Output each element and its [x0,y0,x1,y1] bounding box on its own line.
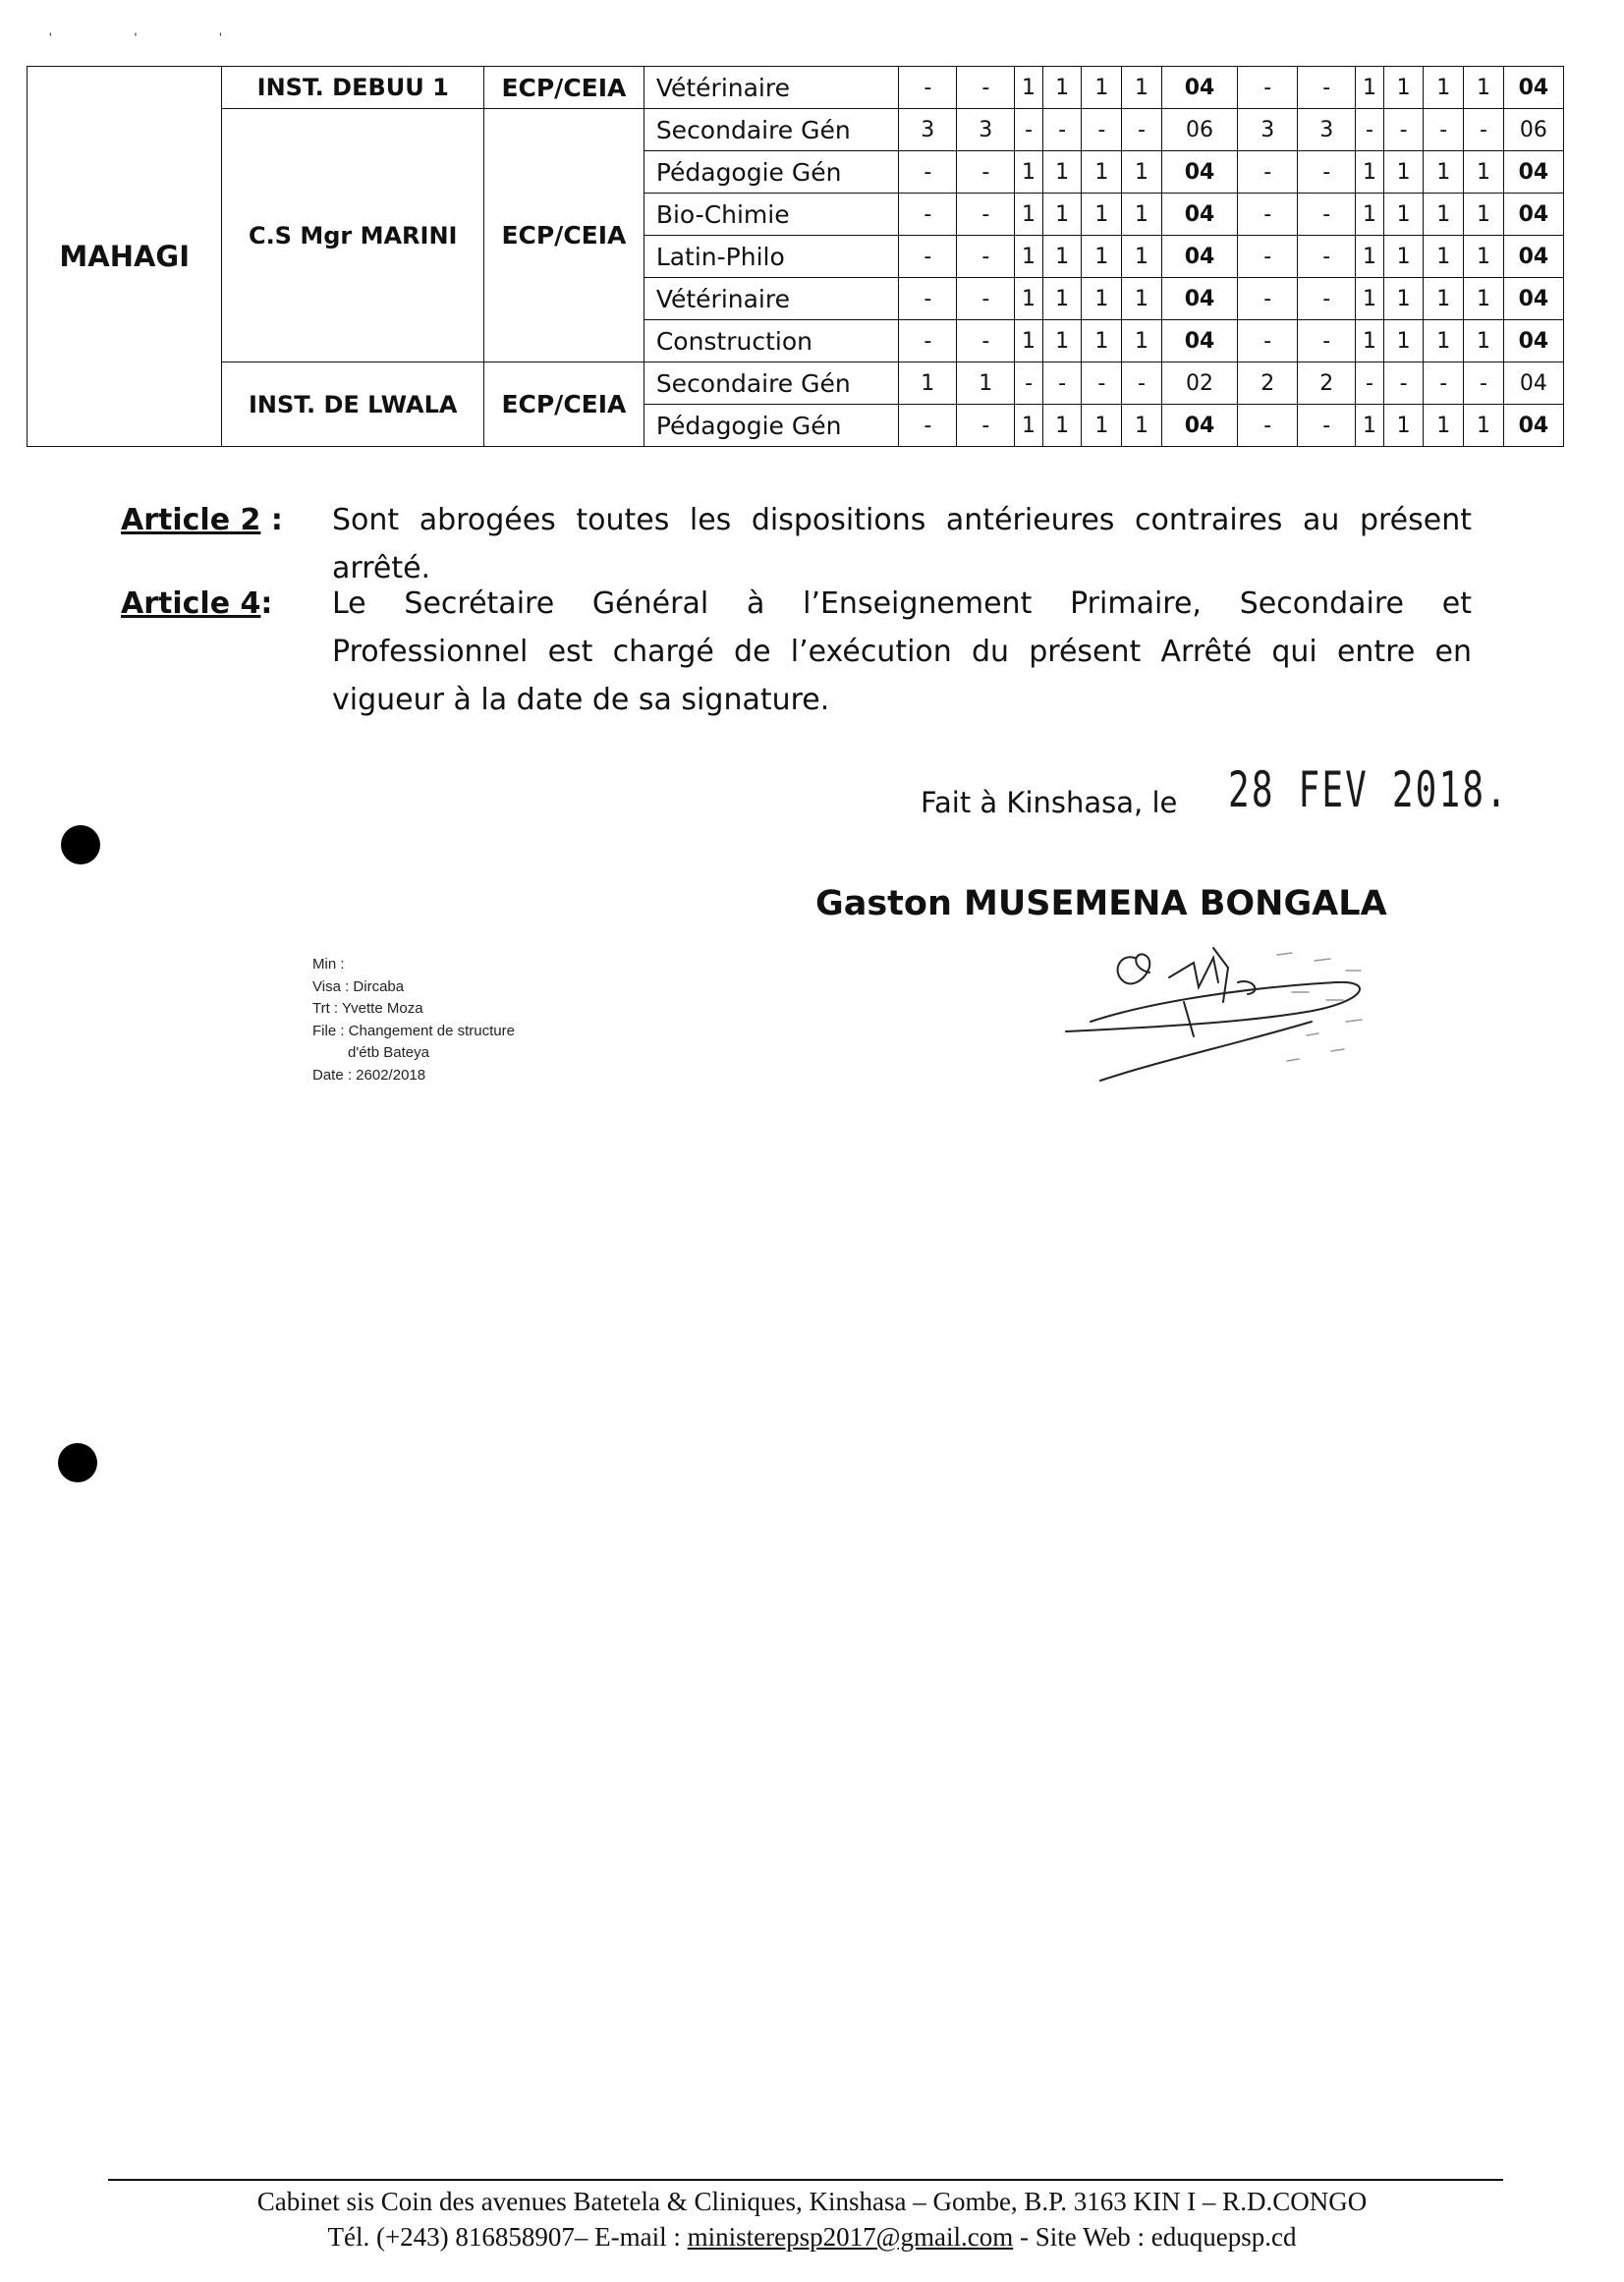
count-cell: 1 [1464,405,1504,447]
count-cell: - [1015,362,1042,405]
count-cell: 1 [1383,151,1424,194]
ecole-cell: INST. DEBUU 1 [222,67,484,109]
structure-table [27,66,1564,447]
count-cell: 1 [1424,236,1464,278]
option-cell: Secondaire Gén [644,362,898,405]
count-cell: 3 [899,109,957,151]
count-cell: 1 [1356,236,1383,278]
count-cell: - [1238,236,1298,278]
option-cell: Latin-Philo [644,236,898,278]
count-cell: 1 [1122,320,1162,362]
article-4 [121,580,1477,737]
count-cell: - [1298,278,1356,320]
count-cell: - [1464,362,1504,405]
count-cell: - [899,320,957,362]
count-cell: 1 [957,362,1015,405]
count-cell: 1 [1015,278,1042,320]
count-cell: 1 [1042,151,1082,194]
count-cell: - [1238,67,1298,109]
total-cell: 04 [1503,405,1563,447]
count-cell: 1 [1082,236,1122,278]
count-cell: 2 [1238,362,1298,405]
table-body [28,67,1564,447]
count-cell: 1 [1356,151,1383,194]
count-cell: 1 [1464,320,1504,362]
scan-tick-marks: ' ' ' [49,29,261,45]
count-cell: 1 [1383,278,1424,320]
count-cell: - [899,194,957,236]
count-cell: 1 [1464,236,1504,278]
table-row [28,109,1564,151]
count-cell: 1 [1042,278,1082,320]
count-cell: 1 [1082,194,1122,236]
count-cell: 1 [1356,194,1383,236]
count-cell: - [957,67,1015,109]
total-cell: 04 [1161,320,1237,362]
count-cell: 1 [1356,320,1383,362]
count-cell: 1 [1464,151,1504,194]
count-cell: - [1122,362,1162,405]
count-cell: - [1082,109,1122,151]
article-2-text: Sont abrogées toutes les dispositions antérieures contraires au présent arrêté. [332,503,1472,585]
count-cell: - [1238,151,1298,194]
count-cell: 1 [1424,194,1464,236]
count-cell: 1 [1042,194,1082,236]
ecole-cell: INST. DE LWALA [222,362,484,447]
count-cell: 1 [1122,194,1162,236]
date-stamp: 28 FEV 2018. [1228,761,1510,818]
ville-cell: MAHAGI [28,67,222,447]
option-cell: Secondaire Gén [644,109,898,151]
count-cell: 1 [1383,236,1424,278]
count-cell: - [957,194,1015,236]
count-cell: 1 [1424,151,1464,194]
count-cell: 1 [1015,405,1042,447]
count-cell: 1 [1356,405,1383,447]
place-date-label: Fait à Kinshasa, le [921,786,1178,819]
count-cell: 1 [1015,67,1042,109]
minute-line: Min : [312,956,345,973]
count-cell: - [957,151,1015,194]
option-cell: Bio-Chimie [644,194,898,236]
total-cell: 04 [1161,236,1237,278]
regime-cell: ECP/CEIA [484,362,644,447]
count-cell: 1 [1424,67,1464,109]
count-cell: - [1298,194,1356,236]
count-cell: 1 [1082,278,1122,320]
count-cell: - [899,278,957,320]
count-cell: 1 [1383,320,1424,362]
option-cell: Construction [644,320,898,362]
total-cell: 06 [1161,109,1237,151]
count-cell: 3 [1298,109,1356,151]
count-cell: 1 [1082,405,1122,447]
ecole-cell: C.S Mgr MARINI [222,109,484,362]
total-cell: 04 [1503,151,1563,194]
count-cell: - [1298,67,1356,109]
count-cell: 1 [1122,405,1162,447]
count-cell: 1 [1122,67,1162,109]
regime-cell: ECP/CEIA [484,67,644,109]
count-cell: 1 [1042,236,1082,278]
count-cell: - [1298,236,1356,278]
count-cell: - [1298,320,1356,362]
signer-name: Gaston MUSEMENA BONGALA [815,884,1387,923]
total-cell: 04 [1503,194,1563,236]
count-cell: 1 [1356,278,1383,320]
total-cell: 04 [1503,236,1563,278]
count-cell: 1 [1424,320,1464,362]
count-cell: - [899,236,957,278]
count-cell: - [1042,109,1082,151]
footer-email-link[interactable]: ministerepsp2017@gmail.com [687,2222,1014,2252]
count-cell: 1 [1082,151,1122,194]
footer-divider [108,2179,1503,2181]
count-cell: - [1122,109,1162,151]
count-cell: - [1464,109,1504,151]
count-cell: 1 [1015,320,1042,362]
count-cell: 1 [1122,151,1162,194]
count-cell: - [1383,362,1424,405]
handwritten-signature [1051,933,1444,1100]
count-cell: - [957,236,1015,278]
count-cell: 1 [1042,405,1082,447]
count-cell: 1 [1015,194,1042,236]
count-cell: - [1424,362,1464,405]
count-cell: - [1238,405,1298,447]
count-cell: - [1238,194,1298,236]
count-cell: 1 [1042,320,1082,362]
count-cell: 1 [1015,236,1042,278]
count-cell: 1 [1356,67,1383,109]
count-cell: 1 [1082,67,1122,109]
table-row [28,362,1564,405]
total-cell: 04 [1161,405,1237,447]
count-cell: - [899,67,957,109]
article-4-text: Le Secrétaire Général à l’Enseignement Primaire, Secondaire et Professionnel est chargé de l’exécution du présent Arrêté qui entre en vigueur à la date de sa signature. [332,586,1472,717]
total-cell: 04 [1161,67,1237,109]
punch-hole [61,825,100,864]
count-cell: - [1356,109,1383,151]
count-cell: 1 [1015,151,1042,194]
option-cell: Vétérinaire [644,278,898,320]
count-cell: - [1042,362,1082,405]
total-cell: 02 [1161,362,1237,405]
minute-line: Date : 2602/2018 [312,1066,426,1084]
punch-hole [58,1443,97,1482]
count-cell: - [1082,362,1122,405]
count-cell: 1 [899,362,957,405]
article-2 [121,496,1477,585]
count-cell: - [1424,109,1464,151]
total-cell: 04 [1161,151,1237,194]
count-cell: - [1298,151,1356,194]
count-cell: 1 [1464,194,1504,236]
count-cell: 1 [1383,194,1424,236]
count-cell: - [899,151,957,194]
count-cell: - [1238,278,1298,320]
footer-contact: Tél. (+243) 816858907– E-mail : ministerepsp2017@gmail.com - Site Web : eduquepsp.cd [327,2222,1297,2252]
article-2-label: Article 2 : [121,503,283,537]
footer-address: Cabinet sis Coin des avenues Batetela & Cliniques, Kinshasa – Gombe, B.P. 3163 KIN I – R.D.CONGO [256,2187,1368,2216]
count-cell: 1 [1082,320,1122,362]
option-cell: Pédagogie Gén [644,151,898,194]
count-cell: 1 [1122,278,1162,320]
count-cell: 1 [1383,405,1424,447]
minute-line: Trt : Yvette Moza [312,1000,423,1017]
count-cell: - [957,320,1015,362]
count-cell: - [1356,362,1383,405]
minute-line: File : Changement de structure [312,1022,515,1039]
count-cell: - [1298,405,1356,447]
count-cell: 1 [1424,405,1464,447]
count-cell: 1 [1464,278,1504,320]
article-4-label: Article 4: [121,586,273,621]
minute-line: d'étb Bateya [348,1044,429,1061]
count-cell: - [1015,109,1042,151]
count-cell: 1 [1424,278,1464,320]
count-cell: 1 [1464,67,1504,109]
count-cell: - [899,405,957,447]
option-cell: Vétérinaire [644,67,898,109]
table-row [28,67,1564,109]
count-cell: 1 [1383,67,1424,109]
total-cell: 04 [1503,67,1563,109]
total-cell: 04 [1503,278,1563,320]
count-cell: 3 [957,109,1015,151]
option-cell: Pédagogie Gén [644,405,898,447]
count-cell: - [1238,320,1298,362]
routing-minute [312,954,515,1086]
total-cell: 04 [1503,320,1563,362]
total-cell: 04 [1503,362,1563,405]
count-cell: 1 [1122,236,1162,278]
count-cell: - [957,405,1015,447]
minute-line: Visa : Dircaba [312,977,405,995]
count-cell: 3 [1238,109,1298,151]
count-cell: 2 [1298,362,1356,405]
total-cell: 04 [1161,194,1237,236]
total-cell: 06 [1503,109,1563,151]
regime-cell: ECP/CEIA [484,109,644,362]
count-cell: - [957,278,1015,320]
count-cell: 1 [1042,67,1082,109]
count-cell: - [1383,109,1424,151]
total-cell: 04 [1161,278,1237,320]
